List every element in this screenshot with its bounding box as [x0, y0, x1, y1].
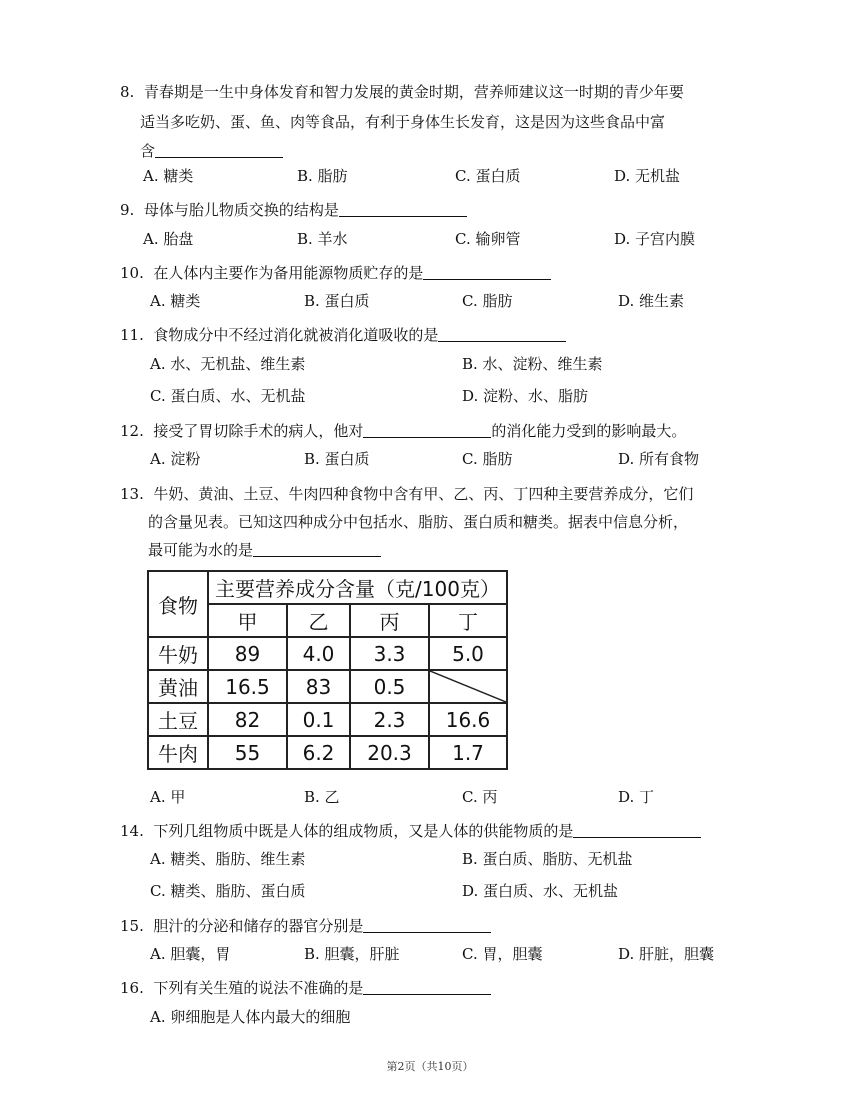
question-text: 在人体内主要作为备用能源物质贮存的是 — [153, 264, 424, 282]
question-text: 接受了胃切除手术的病人，他对 — [153, 422, 364, 440]
option-d[interactable]: D. 蛋白质、水、无机盐 — [462, 882, 619, 900]
question-number: 13. — [120, 485, 144, 503]
question-8-line2: 适当多吃奶、蛋、鱼、肉等食品，有利于身体生长发育，这是因为这些食品中富 — [140, 113, 666, 131]
option-c[interactable]: C. 脂肪 — [462, 292, 513, 310]
question-number: 12. — [120, 422, 144, 440]
question-10 — [120, 258, 551, 288]
option-b[interactable]: B. 胆囊，肝脏 — [304, 945, 400, 963]
option-a[interactable]: A. 胎盘 — [143, 230, 194, 248]
question-13-line2: 的含量见表。已知这四种成分中包括水、脂肪、蛋白质和糖类。据表中信息分析， — [148, 513, 689, 531]
table-cell: 82 — [208, 703, 287, 736]
question-text: 下列几组物质中既是人体的组成物质，又是人体的供能物质的是 — [153, 822, 574, 840]
option-c[interactable]: C. 蛋白质 — [455, 167, 521, 185]
option-b[interactable]: B. 乙 — [304, 788, 340, 806]
question-12: 12. 接受了胃切除手术的病人，他对 的消化能力受到的影响最大。 — [120, 416, 686, 446]
option-d[interactable]: D. 淀粉、水、脂肪 — [462, 387, 589, 405]
column-header: 丙 — [350, 604, 429, 637]
question-16 — [120, 973, 491, 1003]
table-cell: 0.1 — [287, 703, 350, 736]
option-b[interactable]: B. 脂肪 — [297, 167, 348, 185]
option-d[interactable]: D. 无机盐 — [614, 167, 681, 185]
question-number: 9. — [120, 201, 135, 219]
question-11 — [120, 320, 566, 350]
table-cell: 16.6 — [429, 703, 507, 736]
answer-blank[interactable] — [423, 261, 551, 280]
table-row — [148, 637, 507, 670]
column-header: 甲 — [208, 604, 287, 637]
option-d[interactable]: D. 所有食物 — [618, 450, 700, 468]
table-cell: 83 — [287, 670, 350, 703]
option-b[interactable]: B. 水、淀粉、维生素 — [462, 355, 603, 373]
option-b[interactable]: B. 羊水 — [297, 230, 348, 248]
row-header: 牛奶 — [148, 637, 208, 670]
table-cell: 89 — [208, 637, 287, 670]
option-a[interactable]: A. 淀粉 — [150, 450, 201, 468]
diagonal-line — [430, 671, 506, 702]
question-8-line3: 含 — [140, 136, 283, 166]
option-a[interactable]: A. 糖类、脂肪、维生素 — [150, 850, 306, 868]
option-a[interactable]: A. 甲 — [150, 788, 186, 806]
table-cell: 2.3 — [350, 703, 429, 736]
question-text: 母体与胎儿物质交换的结构是 — [143, 201, 339, 219]
option-a[interactable]: A. 糖类 — [150, 292, 201, 310]
answer-blank[interactable] — [363, 976, 491, 995]
option-a[interactable]: A. 水、无机盐、维生素 — [150, 355, 306, 373]
question-8 — [120, 77, 684, 107]
answer-blank[interactable] — [155, 139, 283, 158]
answer-blank[interactable] — [363, 914, 491, 933]
page-footer: 第2页（共10页） — [386, 1060, 474, 1073]
option-a[interactable]: A. 糖类 — [143, 167, 194, 185]
question-text: 胆汁的分泌和储存的器官分别是 — [153, 917, 364, 935]
answer-blank[interactable] — [339, 198, 467, 217]
answer-blank[interactable] — [363, 419, 491, 438]
option-b[interactable]: B. 蛋白质 — [304, 450, 370, 468]
table-cell: 6.2 — [287, 736, 350, 769]
question-13-line3: 最可能为水的是 — [148, 535, 381, 565]
option-d[interactable]: D. 维生素 — [618, 292, 685, 310]
question-text: 青春期是一生中身体发育和智力发展的黄金时期，营养师建议这一时期的青少年要 — [143, 83, 684, 101]
table-row — [148, 703, 507, 736]
table-cell: 16.5 — [208, 670, 287, 703]
question-number: 10. — [120, 264, 144, 282]
table-cell: 3.3 — [350, 637, 429, 670]
option-a[interactable]: A. 卵细胞是人体内最大的细胞 — [150, 1008, 351, 1026]
table-row — [148, 736, 507, 769]
question-13 — [120, 479, 693, 509]
question-number: 11. — [120, 326, 144, 344]
table-cell: 20.3 — [350, 736, 429, 769]
option-c[interactable]: C. 输卵管 — [455, 230, 521, 248]
row-header: 黄油 — [148, 670, 208, 703]
table-corner-header: 食物 — [148, 571, 208, 637]
question-text: 牛奶、黄油、土豆、牛肉四种食物中含有甲、乙、丙、丁四种主要营养成分，它们 — [153, 485, 694, 503]
answer-blank[interactable] — [253, 538, 381, 557]
question-number: 8. — [120, 83, 135, 101]
column-header: 丁 — [429, 604, 507, 637]
question-text: 下列有关生殖的说法不准确的是 — [153, 979, 364, 997]
option-c[interactable]: C. 脂肪 — [462, 450, 513, 468]
answer-blank[interactable] — [438, 323, 566, 342]
question-14 — [120, 816, 701, 846]
option-c[interactable]: C. 胃，胆囊 — [462, 945, 543, 963]
option-c[interactable]: C. 糖类、脂肪、蛋白质 — [150, 882, 306, 900]
option-c[interactable]: C. 丙 — [462, 788, 498, 806]
question-number: 15. — [120, 917, 144, 935]
question-9 — [120, 195, 467, 225]
option-d[interactable]: D. 丁 — [618, 788, 655, 806]
row-header: 牛肉 — [148, 736, 208, 769]
question-15 — [120, 911, 491, 941]
option-b[interactable]: B. 蛋白质、脂肪、无机盐 — [462, 850, 633, 868]
option-b[interactable]: B. 蛋白质 — [304, 292, 370, 310]
option-c[interactable]: C. 蛋白质、水、无机盐 — [150, 387, 306, 405]
nutrient-table — [147, 570, 508, 770]
question-text: 食物成分中不经过消化就被消化道吸收的是 — [153, 326, 439, 344]
table-row — [148, 670, 507, 703]
table-cell: 1.7 — [429, 736, 507, 769]
option-d[interactable]: D. 子宫内膜 — [614, 230, 696, 248]
table-cell: 4.0 — [287, 637, 350, 670]
option-d[interactable]: D. 肝脏，胆囊 — [618, 945, 715, 963]
row-header: 土豆 — [148, 703, 208, 736]
question-number: 14. — [120, 822, 144, 840]
option-a[interactable]: A. 胆囊，胃 — [150, 945, 231, 963]
answer-blank[interactable] — [573, 819, 701, 838]
table-group-header: 主要营养成分含量（克/100克） — [208, 571, 507, 604]
empty-cell-diagonal — [429, 670, 507, 703]
table-cell: 5.0 — [429, 637, 507, 670]
table-cell: 0.5 — [350, 670, 429, 703]
question-number: 16. — [120, 979, 144, 997]
column-header: 乙 — [287, 604, 350, 637]
table-cell: 55 — [208, 736, 287, 769]
